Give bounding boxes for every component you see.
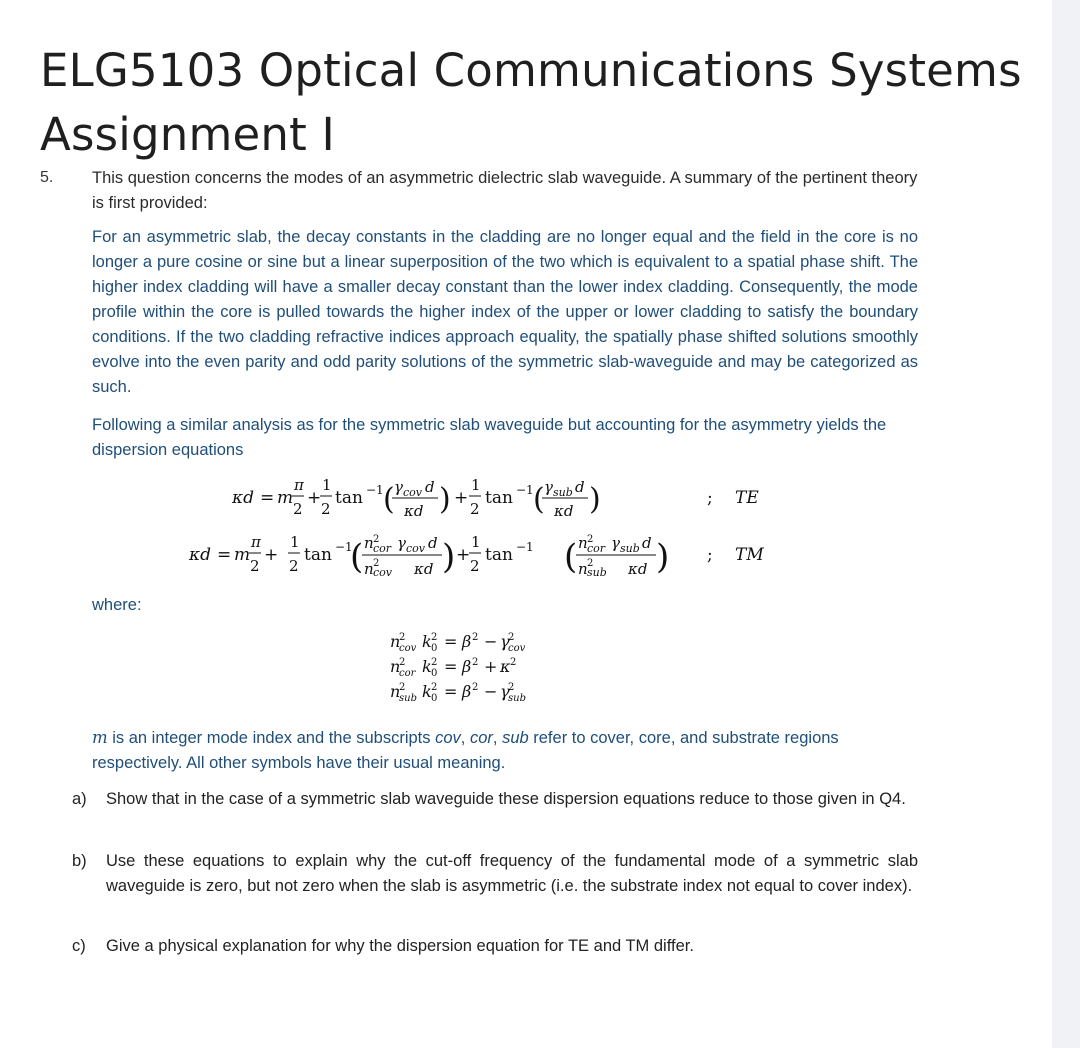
svg-text:d: d: [425, 478, 435, 496]
svg-text:κd: κd: [628, 560, 648, 578]
part-b-label: b): [72, 852, 87, 870]
svg-text:−1: −1: [335, 540, 353, 554]
svg-text:;: ;: [707, 488, 713, 508]
svg-text:γ: γ: [394, 478, 403, 496]
tm-equation: [188, 533, 764, 579]
svg-text:k: k: [422, 657, 432, 676]
svg-text:−: −: [484, 632, 498, 651]
svg-text:2: 2: [587, 534, 594, 545]
svg-text:cov: cov: [406, 542, 425, 555]
svg-text:2: 2: [508, 632, 515, 643]
question-intro: This question concerns the modes of an asymmetric dielectric slab waveguide. A summary of the pertinent theory is first provided:: [92, 169, 918, 212]
svg-text:γ: γ: [500, 632, 510, 651]
svg-text:−1: −1: [516, 483, 534, 497]
tm-label: TM: [735, 545, 764, 565]
svg-text:): ): [589, 482, 601, 517]
m-symbol: m: [92, 728, 108, 747]
svg-text:n: n: [578, 534, 588, 552]
svg-text:;: ;: [707, 545, 713, 565]
svg-text:m: m: [234, 545, 251, 565]
svg-text:+: +: [454, 488, 469, 508]
svg-text:=: =: [444, 657, 458, 676]
symbol-explanation: m is an integer mode index and the subscripts cov, cor, sub refer to cover, core, and substrate regions respectively. All other symbols have their usual meaning.: [92, 728, 839, 772]
part-c-text: Give a physical explanation for why the dispersion equation for TE and TM differ.: [106, 937, 694, 955]
svg-text:κd: κd: [404, 502, 424, 520]
svg-text:γ: γ: [611, 534, 620, 552]
svg-text:k: k: [422, 682, 432, 701]
svg-text:β: β: [462, 632, 472, 651]
svg-text:n: n: [390, 657, 401, 676]
svg-text:sub: sub: [587, 566, 607, 579]
svg-text:2: 2: [431, 682, 438, 693]
dispersion-intro: Following a similar analysis as for the symmetric slab waveguide but accounting for the asymmetry yields the dispersion equations: [92, 416, 887, 459]
svg-text:0: 0: [431, 693, 438, 704]
svg-text:d: d: [642, 534, 652, 552]
svg-text:): ): [656, 537, 670, 577]
svg-text:tan: tan: [335, 488, 363, 508]
svg-text:β: β: [462, 657, 472, 676]
svg-text:=: =: [444, 632, 458, 651]
cover-definition: [390, 632, 526, 654]
page-subtitle: Assignment I: [40, 108, 335, 161]
svg-text:1: 1: [290, 533, 300, 551]
svg-text:2: 2: [399, 682, 406, 693]
svg-text:2: 2: [399, 657, 406, 668]
svg-text:+: +: [484, 657, 498, 676]
svg-text:π: π: [251, 533, 261, 551]
svg-text:+: +: [307, 488, 322, 508]
m-explanation: is an integer mode index and the subscripts: [107, 729, 436, 747]
svg-text:κd: κd: [554, 502, 574, 520]
substrate-definition: [390, 682, 526, 704]
svg-text:−1: −1: [516, 540, 534, 554]
cor-subscript: cor: [469, 729, 493, 747]
svg-text:2: 2: [373, 558, 380, 569]
svg-text:n: n: [390, 682, 401, 701]
svg-text:2: 2: [470, 557, 480, 575]
svg-text:2: 2: [399, 632, 406, 643]
svg-text:n: n: [578, 560, 588, 578]
svg-text:0: 0: [431, 668, 438, 679]
te-label: TE: [735, 488, 759, 508]
svg-text:n: n: [390, 632, 401, 651]
svg-text:=: =: [260, 488, 275, 508]
svg-text:cor: cor: [399, 668, 416, 679]
svg-text:(: (: [350, 537, 364, 577]
svg-text:γ: γ: [500, 682, 510, 701]
svg-text:2: 2: [321, 500, 331, 518]
svg-text:γ: γ: [397, 534, 406, 552]
svg-text:κd: κd: [414, 560, 434, 578]
svg-text:sub: sub: [508, 693, 526, 704]
svg-text:2: 2: [472, 632, 479, 643]
svg-text:β: β: [462, 682, 472, 701]
svg-text:2: 2: [472, 682, 479, 693]
svg-text:): ): [442, 537, 456, 577]
svg-text:2: 2: [250, 557, 260, 575]
svg-text:2: 2: [431, 657, 438, 668]
svg-text:(: (: [564, 537, 578, 577]
definition-equations: [380, 625, 620, 720]
part-c-label: c): [72, 937, 86, 955]
sub-subscript: sub: [502, 729, 529, 747]
svg-text:2: 2: [431, 632, 438, 643]
part-a-text: Show that in the case of a symmetric slab waveguide these dispersion equations reduce to those given in Q4.: [106, 790, 906, 808]
svg-text:2: 2: [472, 657, 479, 668]
svg-text:−1: −1: [366, 483, 384, 497]
svg-text:cor: cor: [587, 542, 606, 555]
svg-text:2: 2: [587, 558, 594, 569]
svg-text:d: d: [428, 534, 438, 552]
page-title: ELG5103 Optical Communications Systems: [40, 44, 1022, 97]
svg-text:κ: κ: [500, 657, 511, 676]
theory-paragraph: For an asymmetric slab, the decay constants in the cladding are no longer equal and the field in the core is no longer a pure cosine or sine but a linear superposition of the two which is equivalent to a spatial phase shift. The higher index cladding will have a smaller decay constant than the lower index cladding. Consequently, the mode profile within the core is pulled towards the higher index of the upper or lower cladding to satisfy the boundary conditions. If the two cladding refractive indices approach equality, the spatially phase shifted solutions smoothly evolve into the even parity and odd parity solutions of the symmetric slab-waveguide and may be categorized as such.: [92, 228, 918, 396]
svg-text:tan: tan: [304, 545, 332, 565]
svg-text:2: 2: [293, 500, 303, 518]
svg-text:κd: κd: [189, 545, 212, 565]
part-b-text: Use these equations to explain why the cut-off frequency of the fundamental mode of a symmetric slab waveguide is zero, but not zero when the slab is asymmetric (i.e. the substrate index not equal to cover index).: [106, 852, 918, 895]
part-a: [72, 787, 918, 812]
svg-text:−: −: [484, 682, 498, 701]
svg-text:d: d: [575, 478, 585, 496]
svg-text:1: 1: [471, 476, 481, 494]
svg-text:γ: γ: [544, 478, 553, 496]
te-equation: [231, 476, 759, 520]
svg-text:2: 2: [373, 534, 380, 545]
svg-text:2: 2: [508, 682, 515, 693]
svg-text:cov: cov: [403, 486, 422, 499]
core-definition: [390, 657, 516, 679]
cov-subscript: cov: [435, 729, 461, 747]
part-a-label: a): [72, 790, 87, 808]
svg-text:(: (: [533, 482, 545, 517]
svg-text:cor: cor: [373, 542, 392, 555]
part-b: [72, 849, 918, 899]
svg-text:(: (: [383, 482, 395, 517]
svg-text:2: 2: [510, 657, 517, 668]
svg-text:π: π: [294, 476, 304, 494]
where-label: where:: [92, 596, 142, 614]
svg-text:tan: tan: [485, 488, 513, 508]
svg-text:cov: cov: [399, 643, 417, 654]
part-c: [72, 934, 918, 959]
svg-text:sub: sub: [620, 542, 640, 555]
svg-text:m: m: [277, 488, 294, 508]
svg-text:n: n: [364, 560, 374, 578]
svg-text:=: =: [444, 682, 458, 701]
right-scroll-gutter: [1052, 0, 1080, 1048]
svg-text:): ): [439, 482, 451, 517]
svg-text:2: 2: [289, 557, 299, 575]
svg-text:2: 2: [470, 500, 480, 518]
svg-text:cov: cov: [373, 566, 392, 579]
svg-text:cov: cov: [508, 643, 526, 654]
svg-text:=: =: [217, 545, 232, 565]
svg-text:0: 0: [431, 643, 438, 654]
svg-text:sub: sub: [399, 693, 417, 704]
svg-text:κd: κd: [232, 488, 255, 508]
svg-text:n: n: [364, 534, 374, 552]
svg-text:+: +: [264, 545, 279, 565]
svg-text:tan: tan: [485, 545, 513, 565]
question-number: 5.: [40, 169, 54, 186]
svg-text:1: 1: [471, 533, 481, 551]
m-explanation-end: refer to cover, core, and substrate regions respectively. All other symbols have their usual meaning.: [92, 729, 839, 772]
svg-text:1: 1: [322, 476, 332, 494]
dispersion-equations: [180, 470, 800, 588]
svg-text:+: +: [456, 545, 471, 565]
svg-text:sub: sub: [553, 486, 573, 499]
svg-text:k: k: [422, 632, 432, 651]
